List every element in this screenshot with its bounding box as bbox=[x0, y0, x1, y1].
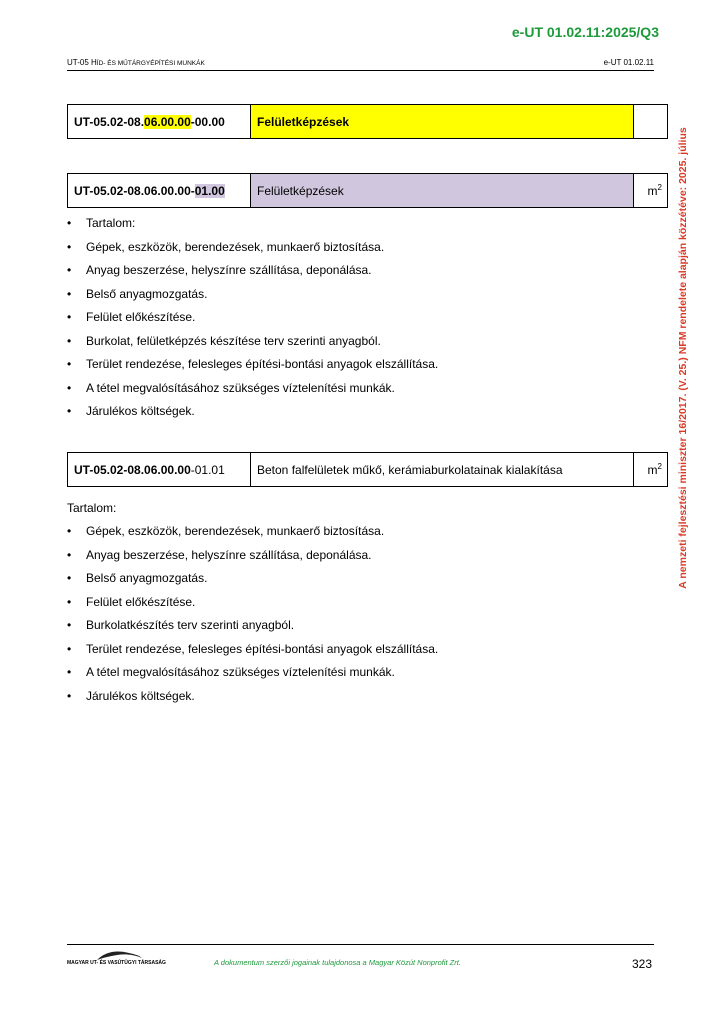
list-item: • Gépek, eszközök, berendezések, munkaerő biztosítása. bbox=[67, 236, 438, 260]
content-list-2 bbox=[67, 520, 438, 708]
item-unit bbox=[634, 105, 668, 139]
item-table-group bbox=[67, 104, 668, 139]
copyright-note: A dokumentum szerzői jogainak tulajdonosa a Magyar Közút Nonprofit Zrt. bbox=[214, 958, 461, 967]
item-unit: $m^2$ bbox=[634, 174, 668, 208]
list-item: • Anyag beszerzése, helyszínre szállítása, deponálása. bbox=[67, 544, 438, 568]
list-item: • Belső anyagmozgatás. bbox=[67, 283, 438, 307]
list-item: • Felület előkészítése. bbox=[67, 591, 438, 615]
footer-divider bbox=[67, 944, 654, 945]
item-title: Felületképzések bbox=[251, 105, 634, 139]
list-item: • A tétel megvalósításához szükséges víztelenítési munkák. bbox=[67, 377, 438, 401]
list-item: • Gépek, eszközök, berendezések, munkaerő biztosítása. bbox=[67, 520, 438, 544]
side-publication-note: A nemzeti fejlesztési miniszter 16/2017. (V. 25.) NFM rendelete alapján közzétéve: 2025. július bbox=[677, 127, 689, 589]
tartalom-label: Tartalom: bbox=[67, 501, 117, 515]
item-code: UT-05.02-08.06.00.00-01.00 bbox=[68, 174, 251, 208]
page-header bbox=[67, 58, 654, 71]
item-table-detail bbox=[67, 452, 668, 487]
list-item: • Tartalom: bbox=[67, 212, 438, 236]
list-item: • Terület rendezése, felesleges építési-bontási anyagok elszállítása. bbox=[67, 638, 438, 662]
list-item: • Belső anyagmozgatás. bbox=[67, 567, 438, 591]
item-table-subgroup bbox=[67, 173, 668, 208]
item-title: Beton falfelületek műkő, kerámiaburkolatainak kialakítása bbox=[251, 453, 634, 487]
list-item: • Anyag beszerzése, helyszínre szállítása, deponálása. bbox=[67, 259, 438, 283]
item-unit: $m^2$ bbox=[634, 453, 668, 487]
item-code: UT-05.02-08.06.00.00-00.00 bbox=[68, 105, 251, 139]
document-id: e-UT 01.02.11:2025/Q3 bbox=[511, 24, 659, 40]
company-logo bbox=[67, 950, 166, 970]
header-doc-ref: e-UT 01.02.11 bbox=[603, 58, 654, 67]
list-item: • Felület előkészítése. bbox=[67, 306, 438, 330]
item-title: Felületképzések bbox=[251, 174, 634, 208]
page-number: 323 bbox=[631, 957, 652, 971]
list-item: • A tétel megvalósításához szükséges víztelenítési munkák. bbox=[67, 661, 438, 685]
list-item: • Burkolat, felületképzés készítése terv szerinti anyagból. bbox=[67, 330, 438, 354]
list-item: • Járulékos költségek. bbox=[67, 685, 438, 709]
list-item: • Járulékos költségek. bbox=[67, 400, 438, 424]
list-item: • Terület rendezése, felesleges építési-bontási anyagok elszállítása. bbox=[67, 353, 438, 377]
logo-text: MAGYAR UT- ÉS VASÚTÜGYI TÁRSASÁG bbox=[67, 960, 166, 966]
content-list-1 bbox=[67, 212, 438, 424]
header-chapter-title: UT-05 HÍD- ÉS MŰTÁRGYÉPÍTÉSI MUNKÁK bbox=[67, 58, 205, 67]
item-code: UT-05.02-08.06.00.00-01.01 bbox=[68, 453, 251, 487]
list-item: • Burkolatkészítés terv szerinti anyagból. bbox=[67, 614, 438, 638]
